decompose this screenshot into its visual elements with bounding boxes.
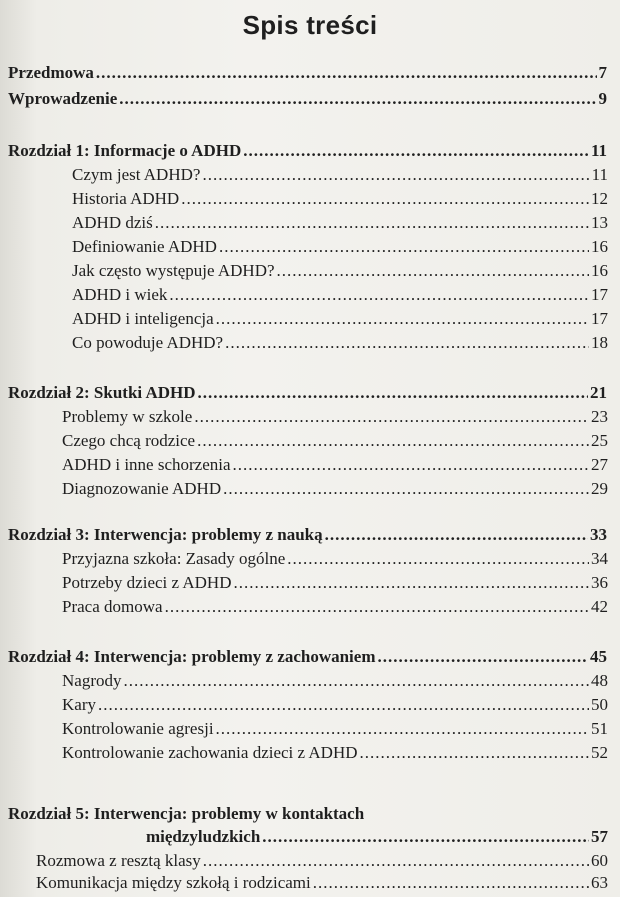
leader-dots [203, 850, 589, 872]
page-number: 45 [590, 647, 607, 666]
leader-dots [202, 164, 589, 186]
leader-dots [377, 646, 588, 668]
toc-entry[interactable] [62, 670, 608, 692]
page-number: 27 [591, 455, 608, 474]
page-number: 52 [591, 743, 608, 762]
chapter-label: Rozdział 2: Skutki ADHD [8, 383, 196, 402]
toc-entry[interactable] [62, 548, 608, 570]
leader-dots [98, 694, 589, 716]
entry-label: Wprowadzenie [8, 89, 118, 108]
entry-label: Co powoduje ADHD? [72, 333, 224, 352]
toc-entry[interactable] [72, 308, 608, 330]
leader-dots [287, 548, 589, 570]
entry-label: Potrzeby dzieci z ADHD [62, 573, 232, 592]
toc-entry[interactable] [72, 260, 608, 282]
chapter-label: międzyludzkich [146, 827, 261, 846]
page-number: 13 [591, 213, 608, 232]
leader-dots [181, 188, 589, 210]
leader-dots [96, 62, 597, 84]
toc-entry-przedmowa[interactable] [8, 62, 607, 84]
leader-dots [243, 140, 589, 162]
entry-label: Praca domowa [62, 597, 163, 616]
page-number: 17 [591, 309, 608, 328]
toc-entry[interactable] [62, 406, 608, 428]
leader-dots [119, 88, 596, 110]
chapter-label: Rozdział 4: Interwencja: problemy z zachowaniem [8, 647, 376, 666]
entry-label: ADHD i inteligencja [72, 309, 214, 328]
toc-entry[interactable] [72, 164, 608, 186]
page-number: 17 [591, 285, 608, 304]
page-number: 36 [591, 573, 608, 592]
toc-entry-wprowadzenie[interactable] [8, 88, 607, 110]
entry-label: Przedmowa [8, 63, 94, 82]
page-number: 23 [591, 407, 608, 426]
leader-dots [325, 524, 588, 546]
page-title: Spis treści [242, 10, 378, 40]
leader-dots [123, 670, 589, 692]
page-number: 48 [591, 671, 608, 690]
entry-label: ADHD i wiek [72, 285, 168, 304]
page-number: 16 [591, 237, 608, 256]
chapter-label: Rozdział 3: Interwencja: problemy z nauką [8, 525, 323, 544]
leader-dots [219, 236, 589, 258]
page-number: 18 [591, 333, 608, 352]
entry-label: Definiowanie ADHD [72, 237, 217, 256]
entry-label: Komunikacja między szkołą i rodzicami [36, 873, 311, 892]
entry-label: Czym jest ADHD? [72, 165, 201, 184]
toc-entry[interactable] [72, 212, 608, 234]
page-number: 11 [590, 141, 607, 160]
chapter-label: Rozdział 1: Informacje o ADHD [8, 141, 242, 160]
page-number: 21 [590, 383, 607, 402]
toc-entry[interactable] [62, 572, 608, 594]
toc-entry[interactable] [62, 454, 608, 476]
leader-dots [197, 430, 589, 452]
toc-entry[interactable] [72, 236, 608, 258]
toc-entry[interactable] [72, 332, 608, 354]
leader-dots [233, 454, 589, 476]
leader-dots [198, 382, 589, 404]
leader-dots [194, 406, 589, 428]
toc-chapter-2[interactable] [8, 382, 607, 404]
entry-label: Nagrody [62, 671, 122, 690]
entry-label: Czego chcą rodzice [62, 431, 196, 450]
toc-chapter-1[interactable] [8, 140, 607, 162]
toc-entry[interactable] [62, 596, 608, 618]
leader-dots [233, 572, 589, 594]
page-number: 9 [598, 89, 607, 108]
toc-entry[interactable] [36, 850, 608, 872]
toc-chapter-5[interactable] [146, 826, 608, 848]
chapter-5-label-line1[interactable]: Rozdział 5: Interwencja: problemy w kontaktach [8, 804, 365, 823]
toc-entry[interactable] [62, 430, 608, 452]
entry-label: Problemy w szkole [62, 407, 193, 426]
entry-label: ADHD i inne schorzenia [62, 455, 231, 474]
page-number: 12 [591, 189, 608, 208]
page-number: 51 [591, 719, 608, 738]
page-number: 7 [598, 63, 607, 82]
leader-dots [216, 718, 589, 740]
entry-label: Historia ADHD [72, 189, 180, 208]
page-number: 57 [591, 827, 608, 846]
page-number: 16 [591, 261, 608, 280]
leader-dots [225, 332, 589, 354]
entry-label: Kontrolowanie agresji [62, 719, 214, 738]
page-number: 60 [591, 851, 608, 870]
entry-label: Przyjazna szkoła: Zasady ogólne [62, 549, 286, 568]
entry-label: Rozmowa z resztą klasy [36, 851, 201, 870]
toc-entry[interactable] [62, 478, 608, 500]
page-number: 42 [591, 597, 608, 616]
toc-entry[interactable] [72, 188, 608, 210]
leader-dots [169, 284, 589, 306]
leader-dots [277, 260, 589, 282]
leader-dots [313, 872, 589, 894]
page-number: 11 [591, 165, 608, 184]
toc-entry[interactable] [62, 694, 608, 716]
leader-dots [216, 308, 589, 330]
toc-chapter-4[interactable] [8, 646, 607, 668]
entry-label: Kary [62, 695, 96, 714]
leader-dots [262, 826, 589, 848]
entry-label: Jak często występuje ADHD? [72, 261, 275, 280]
leader-dots [165, 596, 589, 618]
toc-entry[interactable] [72, 284, 608, 306]
entry-label: Kontrolowanie zachowania dzieci z ADHD [62, 743, 358, 762]
entry-label: Diagnozowanie ADHD [62, 479, 222, 498]
page-number: 50 [591, 695, 608, 714]
toc-entry[interactable] [62, 742, 608, 764]
toc-entry[interactable] [36, 872, 608, 894]
leader-dots [155, 212, 589, 234]
page-number: 33 [590, 525, 607, 544]
leader-dots [360, 742, 590, 764]
page-number: 29 [591, 479, 608, 498]
toc-chapter-3[interactable] [8, 524, 607, 546]
toc-entry[interactable] [62, 718, 608, 740]
entry-label: ADHD dziś [72, 213, 153, 232]
page-number: 25 [591, 431, 608, 450]
page-number: 34 [591, 549, 608, 568]
leader-dots [223, 478, 589, 500]
page-number: 63 [591, 873, 608, 892]
